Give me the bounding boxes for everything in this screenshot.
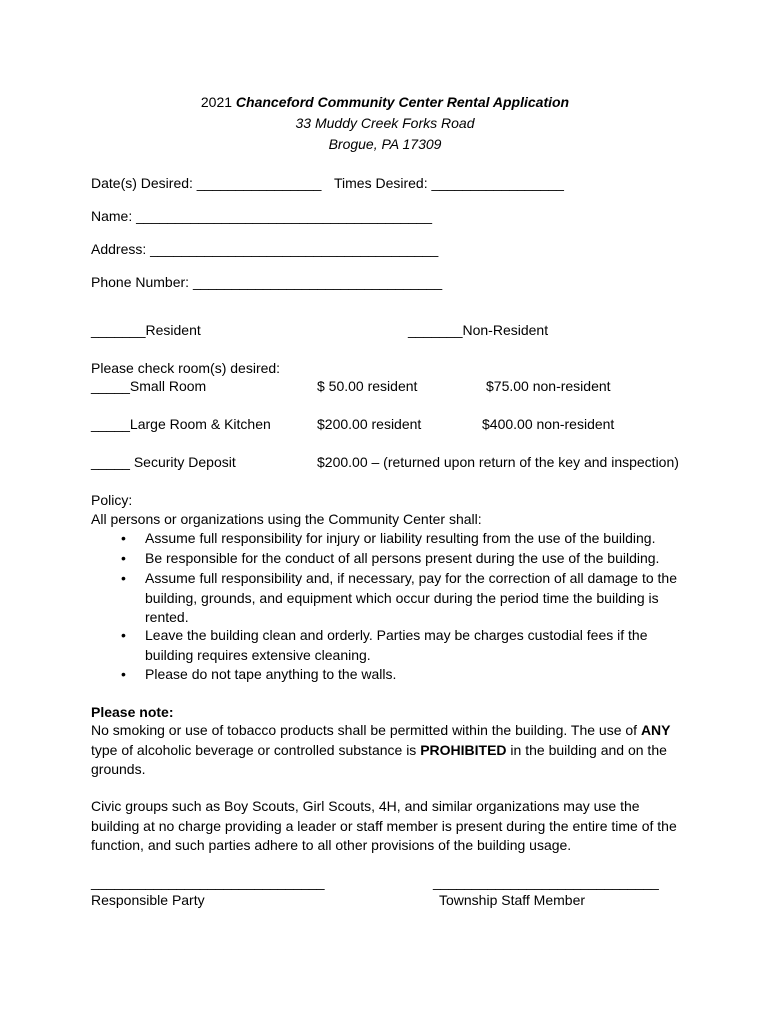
address-field[interactable]: Address: _____________________________________ (91, 241, 439, 257)
large-room-resident-price: $200.00 resident (317, 416, 422, 432)
policy-bullet: Assume full responsibility and, if necessary, pay for the correction of all damage to the building, grounds, and equipment which occur during the period time the building is rented. (145, 570, 678, 625)
small-room-non-resident-price: $75.00 non-resident (486, 378, 611, 394)
bullet-icon: • (121, 666, 126, 682)
note-text: in the building and on the grounds. (91, 741, 667, 777)
document-title (0, 94, 770, 111)
security-deposit-price: $200.00 – (returned upon return of the key and inspection) (317, 454, 679, 470)
large-room-non-resident-price: $400.00 non-resident (482, 416, 615, 432)
bullet-icon: • (121, 530, 126, 546)
title-text: Chanceford Community Center Rental Application (235, 94, 570, 110)
note-heading: Please note: (91, 704, 174, 720)
small-room-checkbox[interactable]: _____Small Room (91, 378, 207, 394)
bullet-icon: • (121, 550, 126, 566)
policy-intro: All persons or organizations using the Community Center shall: (91, 511, 482, 527)
non-resident-checkbox[interactable]: _______Non-Resident (408, 322, 549, 338)
note-text: type of alcoholic beverage or controlled substance is (91, 741, 421, 758)
policy-bullet: Assume full responsibility for injury or liability resulting from the use of the building. (145, 530, 656, 546)
note-paragraph (91, 721, 691, 780)
rooms-prompt: Please check room(s) desired: (91, 360, 281, 376)
staff-member-signature-line[interactable]: _____________________________ (433, 874, 659, 890)
responsible-party-label: Responsible Party (91, 892, 205, 908)
address-line-2: Brogue, PA 17309 (328, 136, 442, 152)
phone-field[interactable]: Phone Number: ________________________________ (91, 274, 443, 290)
title-year: 2021 (200, 94, 233, 110)
note-text: No smoking or use of tobacco products shall be permitted within the building. The use of (91, 722, 641, 738)
bullet-icon: • (121, 627, 126, 643)
bullet-icon: • (121, 570, 126, 586)
times-desired-field[interactable]: Times Desired: _________________ (334, 175, 564, 191)
responsible-party-signature-line[interactable]: ______________________________ (91, 874, 325, 890)
note-prohibited: PROHIBITED (420, 741, 507, 758)
policy-bullet: Leave the building clean and orderly. Parties may be charges custodial fees if the building requires extensive cleaning. (145, 627, 648, 663)
note-any: ANY (640, 722, 671, 738)
policy-bullet: Please do not tape anything to the walls. (145, 666, 397, 682)
policy-bullet: Be responsible for the conduct of all persons present during the use of the building. (145, 550, 660, 566)
policy-heading: Policy: (91, 492, 133, 508)
security-deposit-checkbox[interactable]: _____ Security Deposit (91, 454, 236, 470)
large-room-checkbox[interactable]: _____Large Room & Kitchen (91, 416, 271, 432)
civic-paragraph: Civic groups such as Boy Scouts, Girl Scouts, 4H, and similar organizations may use the building at no charge providing a leader or staff member is present during the entire time of the function, and such parties adhere to all other provisions of the building usage. (91, 798, 677, 853)
staff-member-label: Township Staff Member (439, 892, 586, 908)
name-field[interactable]: Name: ______________________________________ (91, 208, 432, 224)
small-room-resident-price: $ 50.00 resident (317, 378, 418, 394)
dates-desired-field[interactable]: Date(s) Desired: ________________ (91, 175, 322, 191)
address-line-1: 33 Muddy Creek Forks Road (295, 115, 475, 131)
resident-checkbox[interactable]: _______Resident (91, 322, 201, 338)
